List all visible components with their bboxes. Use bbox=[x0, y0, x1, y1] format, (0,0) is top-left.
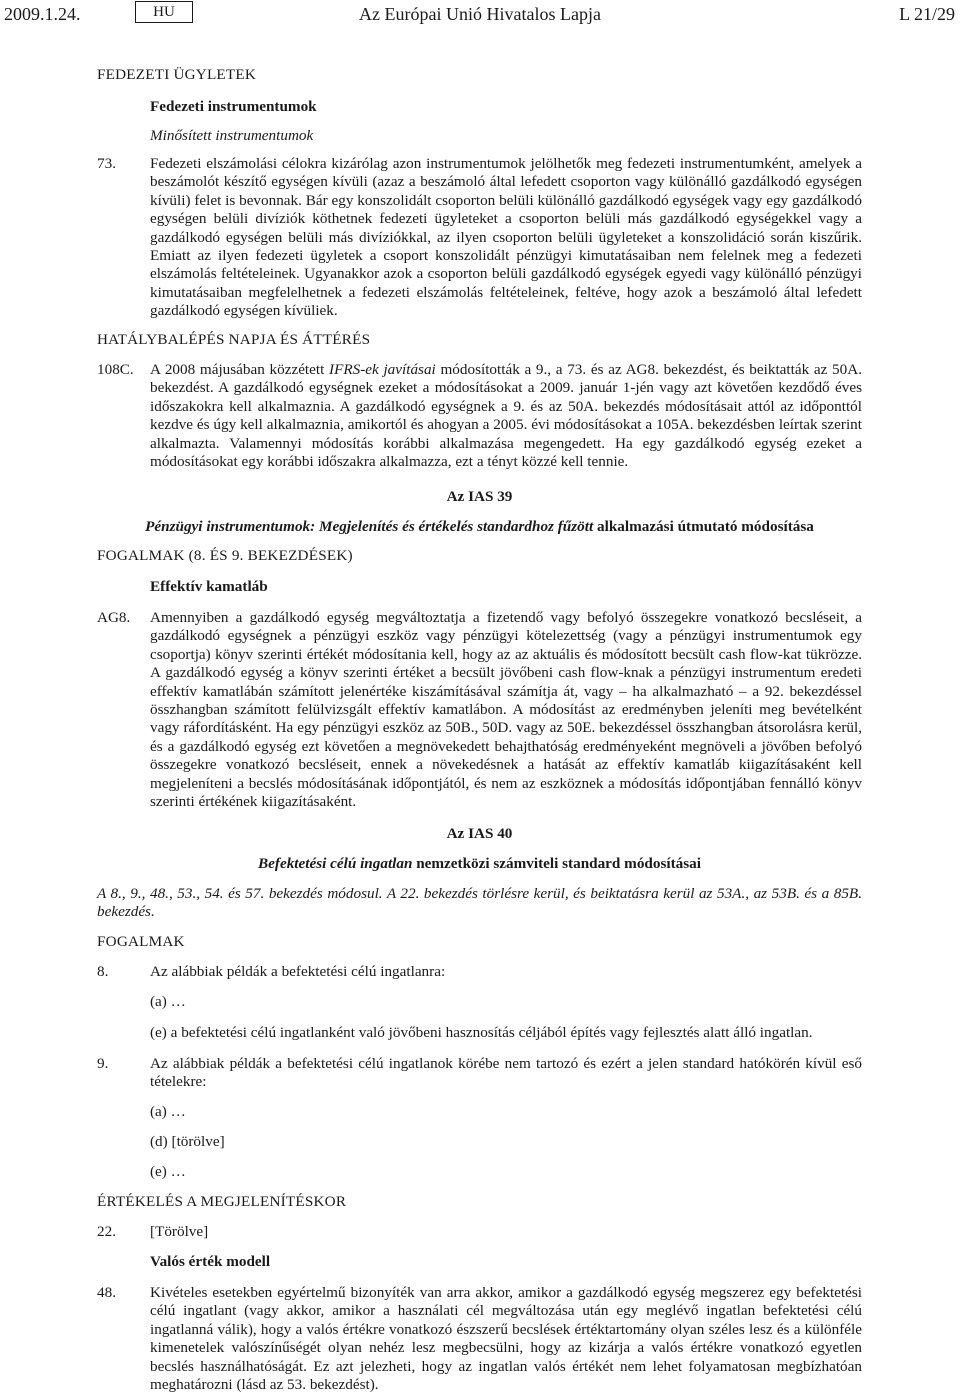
journal-title: Az Európai Unió Hivatalos Lapja bbox=[359, 4, 601, 24]
text-run: nemzetközi számviteli standard módosításai bbox=[412, 855, 701, 872]
text-run: A 2008 májusában közzétett bbox=[150, 361, 330, 378]
list-item: (a) … bbox=[150, 993, 186, 1010]
section-heading: FOGALMAK (8. ÉS 9. BEKEZDÉSEK) bbox=[97, 547, 353, 564]
paragraph-text bbox=[150, 361, 862, 471]
paragraph-text: Amennyiben a gazdálkodó egység megváltoztatja a fizetendő vagy befolyó összegekre vonatkozó becsléseit, a gazdálkodó egységnek a pénzügyi eszköz vagy pénzügyi kötelezettség (vagy a pénzügyi instrumentumok egy csoportja) könyv szerinti értékét módosítania kell, hogy az az aktuális és módosított becsült cash flow-kat tükrözze. A gazdálkodó egység a könyv szerinti értéket a becsült jövőbeni cash flow-knak a pénzügyi instrumentum eredeti effektív kamatlábán számított jelenértéke kiszámításával számítja át, vagy – ha alkalmazható – a 92. bekezdéssel összhangban számított felülvizsgált effektív kamatlábon. A módosítást az eredményben jeleníti meg bevételként vagy ráfordításként. Ha egy pénzügyi eszköz az 50B., 50D. vagy az 50E. bekezdéssel összhangban átsorolásra kerül, és a gazdálkodó egység ezt követően a megnövekedett behajthatóság eredményeként megnöveli a jövőben befolyó összegekre vonatkozó becsléseit, ennek a növekedésnek a hatását az effektív kamatláb kiigazításaként kell megjeleníteni a becslés módosításának időpontjától, és nem az eszköznek a módosítás időpontjában fennálló könyv szerinti értékének kiigazításaként. bbox=[150, 609, 862, 811]
amendment-subtitle bbox=[97, 518, 862, 536]
paragraph-number: 108C. bbox=[97, 361, 134, 378]
paragraph-text: Az alábbiak példák a befektetési célú ingatlanok körébe nem tartozó és ezért a jelen standard hatókörén kívül eső tételekre: bbox=[150, 1055, 862, 1091]
list-item: (a) … bbox=[150, 1103, 186, 1120]
paragraph-number: 73. bbox=[97, 155, 116, 172]
amendment-title: Az IAS 40 bbox=[446, 825, 513, 842]
list-item: (e) a befektetési célú ingatlanként való jövőbeni hasznosítás céljából építés vagy fejlesztés alatt álló ingatlan. bbox=[150, 1024, 813, 1041]
subheading: Effektív kamatláb bbox=[150, 578, 268, 595]
list-item: (d) [törölve] bbox=[150, 1133, 225, 1150]
list-item: (e) … bbox=[150, 1163, 186, 1180]
italic-reference: IFRS-ek javításai bbox=[329, 361, 436, 378]
text-run: alkalmazási útmutató módosítása bbox=[593, 518, 814, 535]
subheading: Fedezeti instrumentumok bbox=[150, 98, 317, 115]
paragraph-text: Az alábbiak példák a befektetési célú ingatlanra: bbox=[150, 963, 446, 980]
paragraph-number: 22. bbox=[97, 1223, 116, 1240]
page-number: L 21/29 bbox=[899, 4, 955, 24]
paragraph-text: [Törölve] bbox=[150, 1223, 209, 1240]
language-badge: HU bbox=[135, 1, 193, 23]
paragraph-text: Fedezeti elszámolási célokra kizárólag azon instrumentumok jelölhetők meg fedezeti instrumentumként, amelyek a beszámolót készítő egységen kívüli (azaz a beszámoló által lefedett csoporton vagy különálló gazdálkodó egységen kívüli) felet is bevonnak. Bár egy konszolidált csoporton belüli különálló gazdálkodó egységek vagy egy gazdálkodó egységen belüli divíziók köthetnek fedezeti ügyleteket a csoporton belüli más gazdálkodó egységekkel vagy a gazdálkodó egységen belüli más divíziókkal, az ilyen csoporton belüli ügyleteket a konszolidáció során kiszűrik. Emiatt az ilyen fedezeti ügyletek a csoport konszolidált pénzügyi kimutatásaiban nem felelnek meg a fedezeti elszámolás feltételeinek. Ugyanakkor azok a csoporton belüli gazdálkodó egységek egyedi vagy különálló pénzügyi kimutatásaiban megfelelhetnek a fedezeti elszámolás feltételeinek, feltéve, hogy azok a beszámoló által lefedett gazdálkodó egységen kívüliek. bbox=[150, 155, 862, 320]
paragraph-text: Kivételes esetekben egyértelmű bizonyíték van arra akkor, amikor a gazdálkodó egység megszerez egy befektetési célú ingatlant (vagy akkor, amikor a használati cél megváltozása után egy meglévő ingatlan befektetési célú ingatlanná válik), hogy a valós értékre vonatkozó észszerű becslések értéktartomány olyan széles lesz és a különféle kimenetelek valószínűségét olyan nehéz lesz megbecsülni, hogy az kizárja a valós értékre vonatkozó egyetlen becslés használhatóságát. Ez azt jelezheti, hogy az ingatlan valós értékét nem lehet folyamatosan megbízhatóan meghatározni (lásd az 53. bekezdést). bbox=[150, 1284, 862, 1394]
section-heading: HATÁLYBALÉPÉS NAPJA ÉS ÁTTÉRÉS bbox=[97, 331, 371, 348]
amendment-subtitle bbox=[97, 855, 862, 873]
section-heading: FOGALMAK bbox=[97, 933, 185, 950]
standard-name: Pénzügyi instrumentumok: Megjelenítés és értékelés standardhoz fűzött bbox=[145, 518, 594, 535]
paragraph-number: 9. bbox=[97, 1055, 109, 1072]
sub-subheading: Minősített instrumentumok bbox=[150, 127, 314, 144]
paragraph-number: 48. bbox=[97, 1284, 116, 1301]
paragraph-number: AG8. bbox=[97, 609, 131, 626]
amendment-intro: A 8., 9., 48., 53., 54. és 57. bekezdés módosul. A 22. bekezdés törlésre kerül, és beiktatásra kerül az 53A., az 53B. és a 85B. bekezdés. bbox=[97, 885, 862, 921]
subheading: Valós érték modell bbox=[150, 1253, 271, 1270]
publication-date: 2009.1.24. bbox=[4, 4, 81, 24]
paragraph-number: 8. bbox=[97, 963, 109, 980]
text-run: módosították a 9., a 73. és az AG8. bekezdést, és beiktatták az 50A. bekezdést. A gazdálkodó egységnek ezeket a módosításokat a 2009. január 1-jén vagy azt követően kezdődő éves időszakokra kell alkalmaznia. A gazdálkodó egységnek a 9. és az 50A. bekezdés módosításait attól az időponttól kezdve és úgy kell alkalmaznia, amikortól és ahogyan a 2005. évi módosításokat a 105A. bekezdésben leírtak szerint alkalmazta. Valamennyi módosítás korábbi alkalmazása megengedett. Ha egy gazdálkodó egység ezeket a módosításokat egy korábbi időszakra alkalmazza, ezt a tényt közzé kell tennie. bbox=[150, 361, 862, 471]
amendment-title: Az IAS 39 bbox=[446, 488, 513, 505]
section-heading: FEDEZETI ÜGYLETEK bbox=[97, 66, 257, 83]
standard-name: Befektetési célú ingatlan bbox=[258, 855, 413, 872]
section-heading: ÉRTÉKELÉS A MEGJELENÍTÉSKOR bbox=[97, 1193, 347, 1210]
